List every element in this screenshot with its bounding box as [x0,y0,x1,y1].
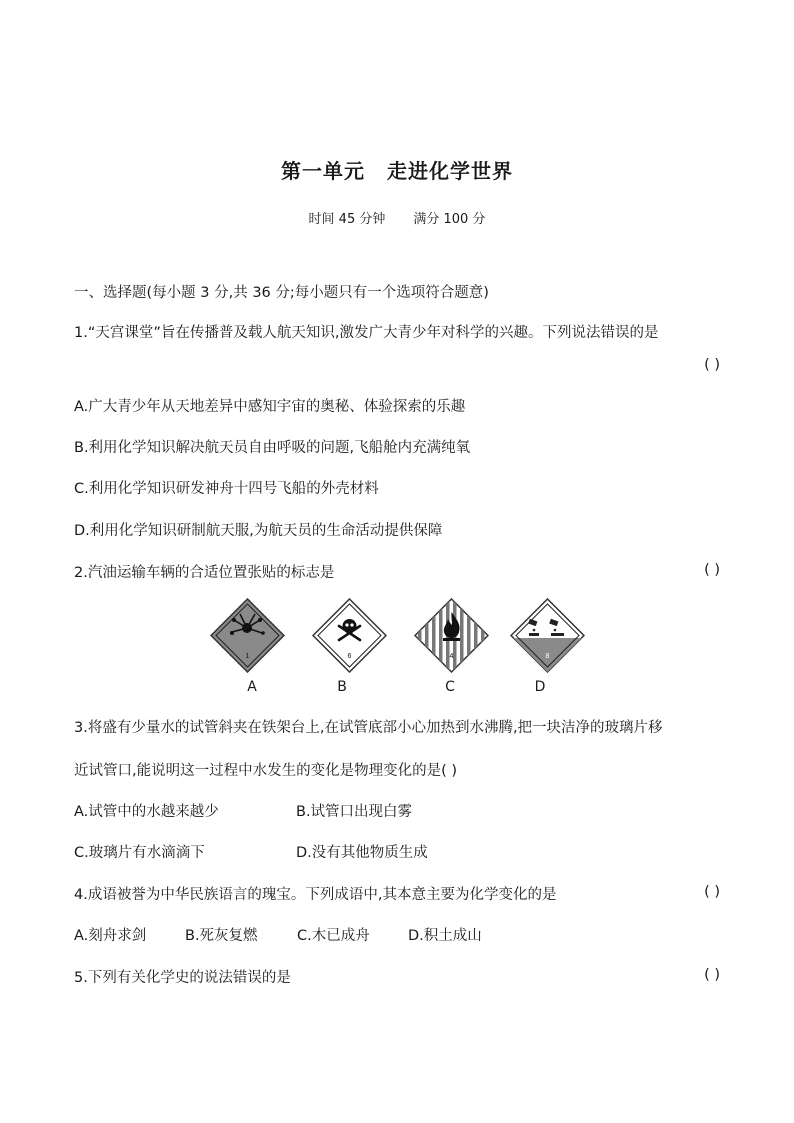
q1-stem: 1.“天宫课堂”旨在传播普及载人航天知识,激发广大青少年对科学的兴趣。下列说法错误的是 [74,325,659,341]
sign-b-label: B [337,679,347,695]
q3-options-row1 [74,800,412,821]
page-title [0,155,794,184]
q2-stem: 2.汽油运输车辆的合适位置张贴的标志是 [74,565,335,581]
q4-option-c: C.木已成舟 [297,928,370,944]
q1-option-a: A.广大青少年从天地差异中感知宇宙的奥秘、体验探索的乐趣 [74,399,466,415]
q4-option-d: D.积土成山 [408,928,482,944]
q4-stem: 4.成语被誉为中华民族语言的瑰宝。下列成语中,其本意主要为化学变化的是 [74,887,557,903]
sign-c-label: C [445,679,455,695]
q5-answer-paren: ( ) [704,967,720,983]
score-label: 满分 100 分 [413,212,486,227]
sign-d-label: D [534,679,546,695]
corrosive-icon [510,598,585,673]
flammable-solid-icon [414,598,489,673]
q4-options [74,924,482,945]
sign-d-number: 8 [545,653,550,660]
section-heading: 一、选择题(每小题 3 分,共 36 分;每小题只有一个选项符合题意) [74,285,489,301]
q3-stem-line1: 3.将盛有少量水的试管斜夹在铁架台上,在试管底部小心加热到水沸腾,把一块洁净的玻璃片移 [74,720,663,736]
q3-option-d: D.没有其他物质生成 [296,845,428,861]
q3-option-c: C.玻璃片有水滴滴下 [74,845,205,861]
q5-stem: 5.下列有关化学史的说法错误的是 [74,970,291,986]
sign-b-number: 6 [347,653,352,660]
q4-option-b: B.死灰复燃 [185,928,258,944]
q3-options-row2 [74,841,428,862]
title-topic: 走进化学世界 [387,159,513,183]
title-unit: 第一单元 [281,159,365,183]
sign-a-number: 1 [245,653,250,660]
toxic-icon [312,598,387,673]
q3-option-a: A.试管中的水越来越少 [74,804,219,820]
q1-option-d: D.利用化学知识研制航天服,为航天员的生命活动提供保障 [74,523,443,539]
q4-option-a: A.刻舟求剑 [74,928,147,944]
sign-c-number: 4 [449,653,454,660]
q4-answer-paren: ( ) [704,884,720,900]
exam-meta [0,208,794,227]
q2-answer-paren: ( ) [704,562,720,578]
sign-a-label: A [247,679,257,695]
q1-option-c: C.利用化学知识研发神舟十四号飞船的外壳材料 [74,481,379,497]
q3-option-b: B.试管口出现白雾 [296,804,413,820]
explosive-icon [210,598,285,673]
q1-answer-paren: ( ) [704,357,720,373]
q3-stem-line2: 近试管口,能说明这一过程中水发生的变化是物理变化的是( ) [74,763,458,779]
time-label: 时间 45 分钟 [308,212,386,227]
hazard-signs [210,598,590,673]
q1-option-b: B.利用化学知识解决航天员自由呼吸的问题,飞船舱内充满纯氧 [74,440,471,456]
